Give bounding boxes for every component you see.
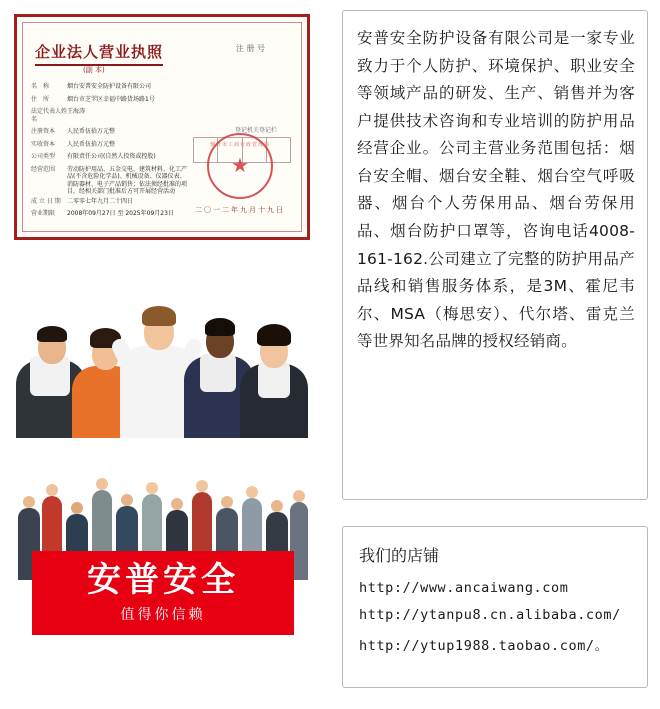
license-field-key: 公司类型 bbox=[31, 153, 56, 160]
license-field-row bbox=[31, 128, 191, 136]
license-field-row bbox=[31, 96, 191, 104]
banner-subline: 值得你信赖 bbox=[120, 607, 206, 624]
license-foot-rows bbox=[31, 198, 211, 221]
license-field-key: 注册资本 bbox=[31, 128, 56, 135]
license-field-value: 王海涛 bbox=[67, 108, 86, 115]
license-field-value: 人民币伍拾万元整 bbox=[67, 128, 116, 135]
banner-red-block bbox=[32, 551, 294, 635]
license-field-key: 经营范围 bbox=[31, 165, 56, 173]
team-photo bbox=[14, 268, 310, 438]
license-subtitle: (副 本) bbox=[83, 66, 105, 74]
license-field-key: 实收资本 bbox=[31, 140, 56, 148]
company-description-text: 安普安全防护设备有限公司是一家专业致力于个人防护、环境保护、职业安全等领域产品的研发、生产、销售并为客户提供技术咨询和专业培训的防护用品经营企业。公司主营业务范围包括：烟台安全帽、烟台安全鞋、烟台空气呼吸器、烟台个人劳保用品、烟台劳保用品、烟台防护口罩等，咨询电话4008-161-162.公司建立了完整的防护用品产品线和销售服务体系，是3M、霍尼韦尔、MSA（梅思安）、代尔塔、雷克兰等世界知名品牌的授权经销商。 bbox=[357, 29, 635, 351]
license-field-row bbox=[31, 141, 191, 149]
license-field-row bbox=[31, 83, 191, 91]
license-field-key: 成 立 日 期 bbox=[31, 198, 61, 205]
person-figure bbox=[240, 322, 308, 438]
left-column bbox=[14, 14, 324, 645]
license-field-row bbox=[31, 198, 211, 206]
license-field-row bbox=[31, 153, 191, 161]
seal-text: 烟台市工商行政管理局 bbox=[209, 142, 270, 148]
banner-headline: 安普安全 bbox=[87, 559, 239, 600]
shop-link[interactable]: http://ytup1988.taobao.com/。 bbox=[359, 638, 609, 654]
license-title: 企业法人营业执照 bbox=[35, 41, 163, 66]
license-field-value: 烟台市芝罘区幸福中路货场路1号 bbox=[67, 95, 155, 103]
license-field-key: 营业期限 bbox=[31, 209, 56, 217]
business-license-image bbox=[14, 14, 310, 240]
license-field-value: 2008年09月27日 至 2025年09月23日 bbox=[67, 209, 174, 217]
license-field-value: 二零零七年九月二十四日 bbox=[67, 198, 134, 205]
license-register-no-label: 注 册 号 bbox=[235, 44, 265, 53]
star-icon: ★ bbox=[231, 155, 249, 177]
official-seal-icon bbox=[207, 133, 273, 199]
right-column bbox=[342, 10, 648, 688]
license-field-list bbox=[31, 83, 191, 201]
license-field-row bbox=[31, 166, 191, 196]
shop-title: 我们的店铺 bbox=[359, 546, 440, 565]
license-field-value: 劳动防护用品、五金交电、建筑材料、化工产品(不含危险化学品)、机械设备、仪器仪表、消防器材、电子产品销售；依法须经批准的项目，经相关部门批准后方可开展经营活动 bbox=[67, 165, 188, 195]
shop-links-card bbox=[342, 526, 648, 688]
company-description-card bbox=[342, 10, 648, 500]
license-field-value: 有限责任公司(自然人投资或控股) bbox=[67, 153, 156, 160]
license-field-row bbox=[31, 210, 211, 218]
promo-banner bbox=[14, 460, 310, 645]
license-field-key: 住 所 bbox=[31, 95, 50, 103]
license-grid-caption: 登记机关登记栏 bbox=[234, 127, 277, 134]
license-field-key: 法定代表人姓名 bbox=[31, 108, 68, 123]
license-seal-date: 二〇一二年九月十九日 bbox=[195, 206, 285, 214]
shop-link[interactable]: http://www.ancaiwang.com bbox=[359, 580, 569, 596]
shop-link[interactable]: http://ytanpu8.cn.alibaba.com/ bbox=[359, 607, 621, 623]
license-field-key: 名 称 bbox=[31, 83, 50, 90]
license-field-value: 人民币伍拾万元整 bbox=[67, 140, 116, 148]
license-field-value: 烟台安普安全防护设备有限公司 bbox=[67, 83, 152, 90]
license-field-row bbox=[31, 108, 191, 123]
